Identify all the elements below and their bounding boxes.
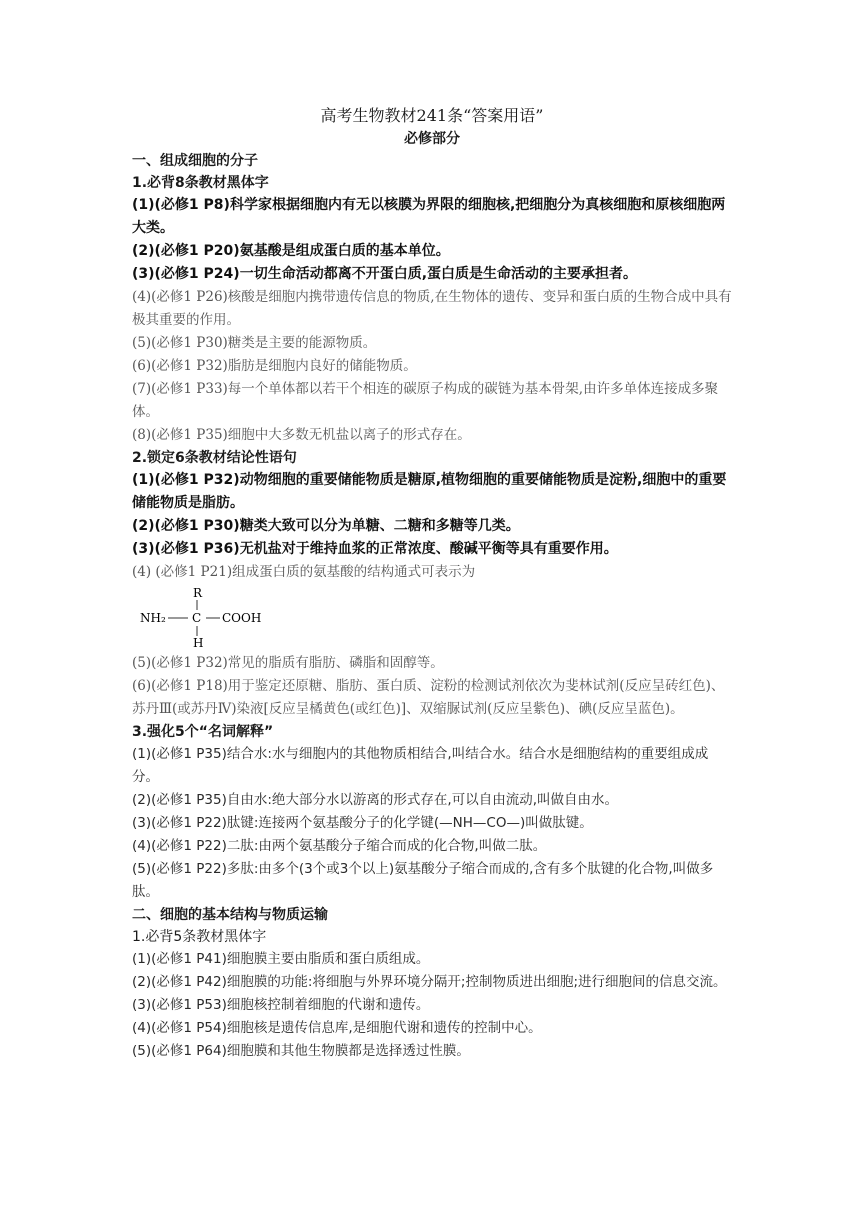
formula-bottom-group: H <box>193 636 204 650</box>
subsection-heading: 1.必背8条教材黑体字 <box>132 175 269 191</box>
formula-diagram <box>136 584 276 650</box>
list-item: (4)(必修1 P54)细胞核是遗传信息库,是细胞代谢和遗传的控制中心。 <box>132 1020 542 1036</box>
subsection-heading: 2.锁定6条教材结论性语句 <box>132 450 297 466</box>
list-item: (3)(必修1 P36)无机盐对于维持血浆的正常浓度、酸碱平衡等具有重要作用。 <box>132 541 618 557</box>
list-item: (5)(必修1 P32)常见的脂质有脂肪、磷脂和固醇等。 <box>132 655 444 671</box>
list-item: (2)(必修1 P20)氨基酸是组成蛋白质的基本单位。 <box>132 243 450 259</box>
list-item: (1)(必修1 P8)科学家根据细胞内有无以核膜为界限的细胞核,把细胞分为真核细胞和原核细胞两大类。 <box>132 197 726 236</box>
subsection-heading: 3.强化5个“名词解释” <box>132 724 274 740</box>
document-subtitle: 必修部分 <box>404 131 460 147</box>
list-item: (1)(必修1 P41)细胞膜主要由脂质和蛋白质组成。 <box>132 951 430 967</box>
list-item: (6)(必修1 P32)脂肪是细胞内良好的储能物质。 <box>132 358 417 374</box>
list-item: (6)(必修1 P18)用于鉴定还原糖、脂肪、蛋白质、淀粉的检测试剂依次为斐林试剂(反应呈砖红色)、苏丹Ⅲ(或苏丹Ⅳ)染液[反应呈橘黄色(或红色)]、双缩脲试剂(反应呈紫色)、碘(反应呈蓝色)。 <box>132 678 725 717</box>
section-heading: 二、细胞的基本结构与物质运输 <box>132 907 328 923</box>
section-heading: 一、组成细胞的分子 <box>132 153 258 169</box>
list-item: (5)(必修1 P22)多肽:由多个(3个或3个以上)氨基酸分子缩合而成的,含有多个肽键的化合物,叫做多肽。 <box>132 861 714 900</box>
list-item: (4)(必修1 P22)二肽:由两个氨基酸分子缩合而成的化合物,叫做二肽。 <box>132 838 547 854</box>
list-item: (7)(必修1 P33)每一个单体都以若干个相连的碳原子构成的碳链为基本骨架,由许多单体连接成多聚体。 <box>132 381 719 420</box>
document-title: 高考生物教材241条“答案用语” <box>320 106 544 125</box>
list-item: (3)(必修1 P53)细胞核控制着细胞的代谢和遗传。 <box>132 997 430 1013</box>
list-item: (3)(必修1 P24)一切生命活动都离不开蛋白质,蛋白质是生命活动的主要承担者。 <box>132 266 638 282</box>
list-item: (1)(必修1 P35)结合水:水与细胞内的其他物质相结合,叫结合水。结合水是细胞结构的重要组成成分。 <box>132 746 709 785</box>
formula-center-atom: C <box>192 611 202 625</box>
formula-top-group: R <box>193 586 203 600</box>
list-item: (2)(必修1 P42)细胞膜的功能:将细胞与外界环境分隔开;控制物质进出细胞;进行细胞间的信息交流。 <box>132 974 727 990</box>
list-item: (1)(必修1 P32)动物细胞的重要储能物质是糖原,植物细胞的重要储能物质是淀粉,细胞中的重要储能物质是脂肪。 <box>132 472 727 511</box>
list-item: (4)(必修1 P26)核酸是细胞内携带遗传信息的物质,在生物体的遗传、变异和蛋白质的生物合成中具有极其重要的作用。 <box>132 289 732 328</box>
list-item: (5)(必修1 P64)细胞膜和其他生物膜都是选择透过性膜。 <box>132 1043 470 1059</box>
list-item: (4) (必修1 P21)组成蛋白质的氨基酸的结构通式可表示为 <box>132 564 476 580</box>
list-item: (5)(必修1 P30)糖类是主要的能源物质。 <box>132 335 377 351</box>
list-item: (2)(必修1 P35)自由水:绝大部分水以游离的形式存在,可以自由流动,叫做自由水。 <box>132 792 618 808</box>
list-item: (3)(必修1 P22)肽键:连接两个氨基酸分子的化学键(—NH—CO—)叫做肽键。 <box>132 815 593 831</box>
list-item: (2)(必修1 P30)糖类大致可以分为单糖、二糖和多糖等几类。 <box>132 518 520 534</box>
formula-left-group: NH₂ <box>140 611 166 625</box>
list-item: (8)(必修1 P35)细胞中大多数无机盐以离子的形式存在。 <box>132 427 471 443</box>
document-page <box>132 104 732 1063</box>
formula-right-group: COOH <box>222 611 262 625</box>
subsection-heading: 1.必背5条教材黑体字 <box>132 929 267 945</box>
amino-acid-structural-formula <box>136 584 732 650</box>
